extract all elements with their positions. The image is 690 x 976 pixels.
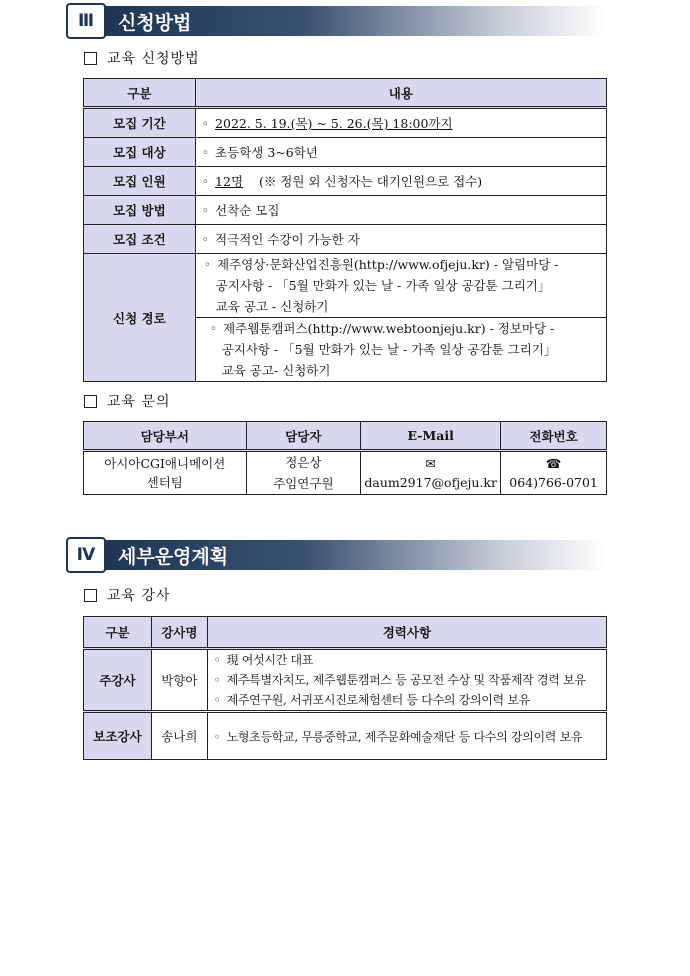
bullet-icon: ◦ xyxy=(201,116,210,131)
section-4-title: 세부운영계획 xyxy=(118,545,229,568)
bullet-icon: ◦ xyxy=(213,729,221,744)
bullet-icon: ◦ xyxy=(213,653,221,667)
bullet-icon: ◦ xyxy=(213,693,221,707)
bullet-icon: ◦ xyxy=(201,145,210,160)
table-row: 주강사 박향아 ◦ 現 여섯시간 대표 ◦ 제주특별자치도, 제주웹툰캠퍼스 등 공모전 수상 및 작품제작 경력 보유 ◦ 제주연구원, 서귀포시진로체험센터 등 다수의 강의이력 보유 xyxy=(84,649,607,712)
apply-heading xyxy=(84,48,200,68)
row-label: 모집 대상 xyxy=(84,138,196,167)
contact-phone: 064)766-0701 xyxy=(509,475,598,490)
row-label: 모집 기간 xyxy=(84,108,196,138)
instructor-heading-text: 교육 강사 xyxy=(107,588,171,604)
capacity-note: (※ 정원 외 신청자는 대기인원으로 접수) xyxy=(258,174,483,189)
target-value: 초등학생 3~6학년 xyxy=(215,145,318,160)
table-row xyxy=(84,196,607,225)
main-role: 주강사 xyxy=(84,649,152,712)
dept-line-2: 센터팀 xyxy=(146,475,183,490)
section-4-bar xyxy=(100,540,606,570)
phone-icon: ☎ xyxy=(545,456,562,471)
bullet-icon: ◦ xyxy=(201,203,210,218)
instructor-heading xyxy=(84,585,171,605)
section-4-header xyxy=(66,536,606,574)
section-4-number: Ⅳ xyxy=(66,537,106,573)
condition-value: 적극적인 수강이 가능한 자 xyxy=(215,232,360,247)
assistant-role: 보조강사 xyxy=(84,712,152,760)
col-email-header: E-Mail xyxy=(361,422,501,451)
table-row xyxy=(84,167,607,196)
row-label: 모집 인원 xyxy=(84,167,196,196)
period-value: 2022. 5. 19.(목) ~ 5. 26.(목) 18:00까지 xyxy=(215,116,453,131)
main-name: 박향아 xyxy=(151,649,207,712)
contact-table xyxy=(83,421,607,495)
table-row xyxy=(84,138,607,167)
table-row xyxy=(84,254,607,318)
method-value: 선착순 모집 xyxy=(215,203,280,218)
route-1: ◦ 제주영상·문화산업진흥원(http://www.ofjeju.kr) - 알림마당 - 공지사항 - 「5월 만화가 있는 날 - 가족 일상 공감툰 그리기」 교육 공고 - 신청하기 xyxy=(195,254,606,318)
person-title: 주임연구원 xyxy=(273,476,334,491)
col-phone-header: 전화번호 xyxy=(501,422,607,451)
row-label: 모집 방법 xyxy=(84,196,196,225)
row-label: 모집 조건 xyxy=(84,225,196,254)
dept-line-1: 아시아CGI애니메이션 xyxy=(104,456,226,471)
route-2: ◦ 제주웹툰캠퍼스(http://www.webtoonjeju.kr) - 정보마당 - 공지사항 - 「5월 만화가 있는 날 - 가족 일상 공감툰 그리기」 교육 공고- 신청하기 xyxy=(195,318,606,382)
person-name: 정은상 xyxy=(285,455,322,470)
apply-table xyxy=(83,78,607,382)
contact-email: daum2917@ofjeju.kr xyxy=(364,475,497,490)
table-row xyxy=(84,108,607,138)
checkbox-icon xyxy=(84,395,97,408)
inquiry-heading xyxy=(84,391,171,411)
mail-icon: ✉ xyxy=(425,456,436,471)
bullet-icon: ◦ xyxy=(213,673,221,687)
apply-heading-text: 교육 신청방법 xyxy=(107,51,200,67)
col-content-header: 내용 xyxy=(195,79,606,108)
table-row: 보조강사 송나희 ◦ 노형초등학교, 무릉중학교, 제주문화예술재단 등 다수의 강의이력 보유 xyxy=(84,712,607,760)
route-label: 신청 경로 xyxy=(84,254,196,382)
bullet-icon: ◦ xyxy=(201,232,210,247)
checkbox-icon xyxy=(84,589,97,602)
col-career-header: 경력사항 xyxy=(207,617,606,649)
section-3-number: Ⅲ xyxy=(66,3,106,39)
instructor-table xyxy=(83,616,607,760)
bullet-icon: ◦ xyxy=(203,257,212,272)
bullet-icon: ◦ xyxy=(209,321,218,336)
col-name-header: 강사명 xyxy=(151,617,207,649)
inquiry-heading-text: 교육 문의 xyxy=(107,394,171,410)
col-category-header: 구분 xyxy=(84,79,196,108)
table-row xyxy=(84,225,607,254)
section-3-header xyxy=(66,2,606,40)
capacity-value: 12명 xyxy=(215,174,244,189)
bullet-icon: ◦ xyxy=(201,174,210,189)
section-3-bar xyxy=(100,6,606,36)
col-person-header: 담당자 xyxy=(246,422,361,451)
col-category-header: 구분 xyxy=(84,617,152,649)
section-3-title: 신청방법 xyxy=(118,11,192,34)
table-row xyxy=(84,451,607,495)
col-dept-header: 담당부서 xyxy=(84,422,247,451)
checkbox-icon xyxy=(84,52,97,65)
assistant-name: 송나희 xyxy=(151,712,207,760)
